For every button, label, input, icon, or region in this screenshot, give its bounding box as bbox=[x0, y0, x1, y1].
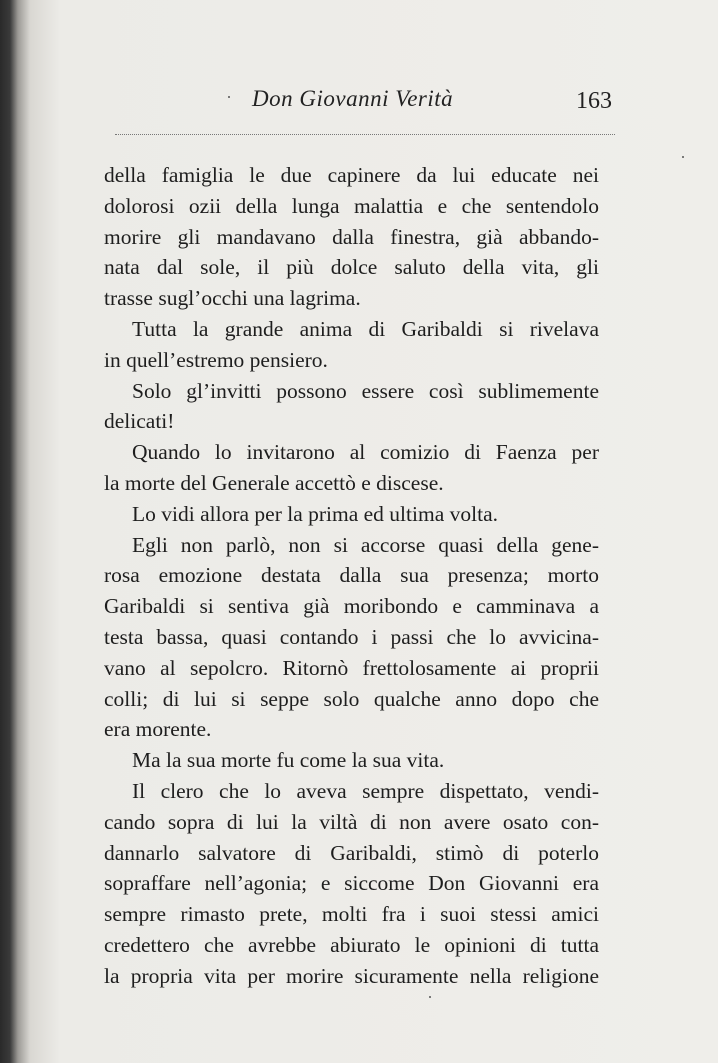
text-line: Lo vidi allora per la prima ed ultima volta. bbox=[132, 501, 498, 526]
text-line: vano al sepolcro. Ritornò frettolosamente ai proprii bbox=[104, 655, 599, 680]
text-line: la propria vita per morire sicuramente nella religione bbox=[104, 963, 599, 988]
text-line: Quando lo invitarono al comizio di Faenza per bbox=[132, 440, 599, 465]
text-line: Tutta la grande anima di Garibaldi si rivelava bbox=[132, 316, 599, 341]
text-line: Ma la sua morte fu come la sua vita. bbox=[132, 748, 445, 773]
text-line: colli; di lui si seppe solo qualche anno dopo che bbox=[104, 686, 599, 711]
text-line: sopraffare nell’agonia; e siccome Don Giovanni era bbox=[104, 871, 599, 896]
text-line: delicati! bbox=[104, 409, 175, 434]
text-line: dannarlo salvatore di Garibaldi, stimò di poterlo bbox=[104, 840, 599, 865]
text-line: Il clero che lo aveva sempre dispettato, vendi- bbox=[132, 778, 599, 803]
text-line: Solo gl’invitti possono essere così sublimemente bbox=[132, 378, 599, 403]
text-line: in quell’estremo pensiero. bbox=[104, 347, 328, 372]
text-line: rosa emozione destata dalla sua presenza; morto bbox=[104, 563, 599, 588]
text-line: della famiglia le due capinere da lui educate nei bbox=[104, 163, 599, 187]
text-line: Garibaldi si sentiva già moribondo e camminava a bbox=[104, 594, 599, 619]
text-line: Egli non parlò, non si accorse quasi della gene- bbox=[132, 532, 599, 557]
header-rule bbox=[115, 134, 615, 135]
text-line: dolorosi ozii della lunga malattia e che sentendolo bbox=[104, 193, 599, 218]
page-speck bbox=[228, 96, 230, 98]
page-header bbox=[112, 86, 612, 126]
body-text bbox=[104, 160, 599, 992]
text-line: la morte del Generale accettò e discese. bbox=[104, 470, 444, 495]
page-speck bbox=[682, 156, 684, 158]
text-line: trasse sugl’occhi una lagrima. bbox=[104, 286, 361, 311]
text-line: nata dal sole, il più dolce saluto della vita, gli bbox=[104, 255, 599, 280]
text-line: cando sopra di lui la viltà di non avere osato con- bbox=[104, 809, 599, 834]
running-title: Don Giovanni Verità bbox=[252, 86, 454, 111]
text-line: morire gli mandavano dalla finestra, già abbando- bbox=[104, 224, 599, 249]
page-number: 163 bbox=[576, 88, 612, 114]
text-line: credettero che avrebbe abiurato le opinioni di tutta bbox=[104, 932, 599, 957]
text-line: era morente. bbox=[104, 717, 212, 742]
text-line: sempre rimasto prete, molti fra i suoi stessi amici bbox=[104, 902, 599, 927]
text-line: testa bassa, quasi contando i passi che lo avvicina- bbox=[104, 624, 599, 649]
page-speck bbox=[429, 996, 431, 998]
